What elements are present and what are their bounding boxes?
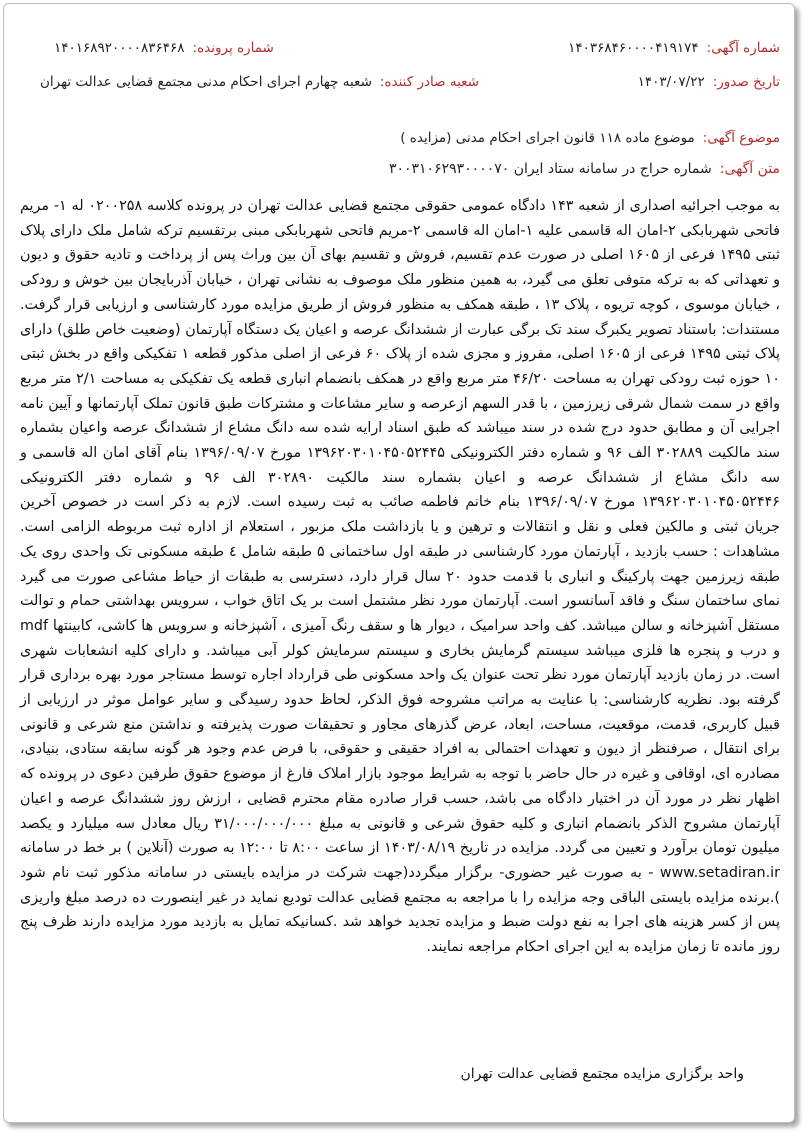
auction-notice-card xyxy=(3,3,795,1123)
signature: واحد برگزاری مزایده مجتمع قضایی عدالت تهران xyxy=(460,1066,744,1082)
issuer-value: شعبه چهارم اجرای احکام مدنی مجتمع قضایی عدالت تهران xyxy=(40,74,372,90)
header-row-numbers xyxy=(18,40,780,56)
ad-number-label: شماره آگهی: xyxy=(706,40,780,56)
issue-date-field xyxy=(638,74,780,90)
text-headline-line xyxy=(18,161,780,177)
ad-number-field xyxy=(568,40,780,56)
ad-number-value: ۱۴۰۳۶۸۴۶۰۰۰۰۴۱۹۱۷۴ xyxy=(568,40,699,56)
notice-body-paragraph: به موجب اجرائیه اصداری از شعبه ۱۴۳ دادگاه عمومی حقوقی مجتمع قضایی عدالت تهران در پرونده کلاسه ۰۲۰۰۲۵۸ له ۱- مریم فاتحی شهربابکی ۲-امان اله قاسمی علیه ۱-امان اله قاسمی ۲-مریم فاتحی شهربابکی مبنی برتقسیم ترکه شامل ملک دارای پلاک ثبتی ۱۴۹۵ فرعی از ۱۶۰۵ اصلی در صورت عدم تقسیم، فروش و تقسیم بهای آن بین وراث پس از پرداخت و تادیه حقوق و دیون و تعهداتی که به ترکه متوفی تعلق می گیرد، به همین منظور ملک موصوف به نشانی تهران ، خیابان آذربایجان بین خوش و رودکی ، خیابان موسوی ، کوچه تریوه ، پلاک ۱۳ ، طبقه همکف به منظور فروش از طریق مزایده مورد کارشناسی و ارزیابی قرار گرفت. مستندات: باستناد تصویر یکبرگ سند تک برگی عبارت از ششدانگ عرصه و اعیان یک دستگاه آپارتمان (وضعیت خاص طلق) دارای پلاک ثبتی ۱۴۹۵ فرعی از ۱۶۰۵ اصلی، مفروز و مجزی شده از پلاک ۶۰ فرعی از اصلی مذکور قطعه ۱ تفکیکی واقع در بخش ثبتی ۱۰ حوزه ثبت رودکی تهران به مساحت ۴۶/۲۰ متر مربع واقع در همکف بانضمام انباری قطعه یک تفکیکی به مساحت ۲/۱ متر مربع واقع در سمت شمال شرقی زیرزمین ، با قدر السهم ازعرصه و سایر مشاعات و مشترکات طبق قانون تملک آپارتمانها و آیین نامه اجرایی آن و مطابق حدود درج شده در سند میباشد که طبق اسناد ارایه شده سه دانگ مشاع از ششدانگ عرصه واعیان بشماره سند مالکیت ۳۰۲۸۸۹ الف ۹۶ و شماره دفتر الکترونیکی ۱۳۹۶۲۰۳۰۱۰۴۵۰۵۲۴۴۵ مورخ ۱۳۹۶/۰۹/۰۷ بنام آقای امان اله قاسمی و سه دانگ مشاع از ششدانگ عرصه و اعیان بشماره سند مالکیت ۳۰۲۸۹۰ الف ۹۶ و شماره دفتر الکترونیکی ۱۳۹۶۲۰۳۰۱۰۴۵۰۵۲۴۴۶ مورخ ۱۳۹۶/۰۹/۰۷ بنام خانم فاطمه صائب به ثبت رسیده است. لازم به ذکر است در خصوص آخرین جریان ثبتی و مالکین فعلی و نقل و انتقالات و ترهین و یا بازداشت ملک مزبور ، استعلام از اداره ثبت مربوطه الزامی است. مشاهدات : حسب بازدید ، آپارتمان مورد کارشناسی در طبقه اول ساختمانی ۵ طبقه شامل ٤ طبقه مسکونی تک واحدی روی یک طبقه زیرزمین جهت پارکینگ و انباری با قدمت حدود ۲۰ سال قرار دارد، دسترسی به طبقات از حیاط مشاعی صورت می گیرد نمای ساختمان سنگ و فاقد آسانسور است. آپارتمان مورد نظر مشتمل است بر یک اتاق خواب ، سرویس بهداشتی حمام و توالت مستقل آشپزخانه و سالن میباشد. کف واحد سرامیک ، دیوار ها و سقف رنگ آمیزی ، آشپزخانه و سرویس ها کاشی، کابینتها mdf و درب و پنجره ها فلزی میباشد سیستم گرمایش بخاری و سیستم سرمایش کولر آبی میباشد. و دارای کلیه انشعابات شهری است. در زمان بازدید آپارتمان مورد نظر تحت عنوان یک واحد مسکونی طی قرارداد اجاره توسط مستاجر مورد بهره برداری قرار گرفته بود. نظریه کارشناسی: با عنایت به مراتب مشروحه فوق الذکر، لحاظ حدود رسیدگی و سایر عوامل موثر در ارزیابی از قبیل کاربری، قدمت، موقعیت، مساحت، ابعاد، عرض گذرهای مجاور و تحقیقات صورت پذیرفته و نداشتن منع شرعی و قانونی برای انتقال ، صرفنظر از دیون و تعهدات احتمالی به افراد حقیقی و حقوقی، با فرض عدم وجود هر گونه سابقه ستادی، بنیادی، مصادره ای، اوقافی و غیره در حال حاضر با توجه به شرایط موجود بازار املاک فارغ از موضوع حقوق طرفین دعوی در پرونده که اظهار نظر در مورد آن در اختیار دادگاه می باشد، حسب قرار صادره مقام محترم قضایی ، ارزش روز ششدانگ عرصه و اعیان آپارتمان مشروح الذکر بانضمام انباری و کلیه حقوق شرعی و قانونی به مبلغ ۳۱/۰۰۰/۰۰۰/۰۰۰ ریال معادل سه میلیارد و یکصد میلیون تومان برآورد و تعیین می گردد. مزایده در تاریخ ۱۴۰۳/۰۸/۱۹ از ساعت ۸:۰۰ تا ۱۲:۰۰ به صورت (آنلاین ) بر خط در سامانه www.setadiran.ir - به صورت غیر حضوری- برگزار میگردد(جهت شرکت در مزایده بایستی در سامانه مذکور ثبت نام شود ).برنده مزایده بایستی الباقی وجه مزایده را با مراجعه به مجتمع قضایی عدالت تودیع نماید در غیر اینصورت ده درصد مبلغ واریزی پس از کسر هزینه های اجرا به نفع دولت ضبط و مزایده تجدید خواهد شد .کسانیکه تمایل به بازدید مورد مزایده دارند ظرف پنج روز مانده تا زمان مزایده به این اجرای احکام مراجعه نمایند. xyxy=(20,198,781,956)
notice-body xyxy=(20,194,780,960)
issue-date-value: ۱۴۰۳/۰۷/۲۲ xyxy=(637,74,705,90)
subject-label: موضوع آگهی: xyxy=(702,130,780,146)
header-row-issue xyxy=(18,74,780,90)
auction-number-headline: شماره حراج در سامانه ستاد ایران ۳۰۰۳۱۰۶۲۹۳۰۰۰۰۷۰ xyxy=(388,161,712,177)
case-number-field xyxy=(54,40,274,56)
issuer-field xyxy=(40,74,479,90)
case-number-value: ۱۴۰۱۶۸۹۲۰۰۰۰۸۳۶۴۶۸ xyxy=(54,40,185,56)
subject-line xyxy=(18,130,780,146)
subject-value: موضوع ماده ۱۱۸ قانون اجرای احکام مدنی (مزایده ) xyxy=(400,130,695,146)
text-label: متن آگهی: xyxy=(719,161,780,177)
issue-date-label: تاریخ صدور: xyxy=(712,74,780,90)
case-number-label: شماره پرونده: xyxy=(192,40,274,56)
issuer-label: شعبه صادر کننده: xyxy=(379,74,479,90)
